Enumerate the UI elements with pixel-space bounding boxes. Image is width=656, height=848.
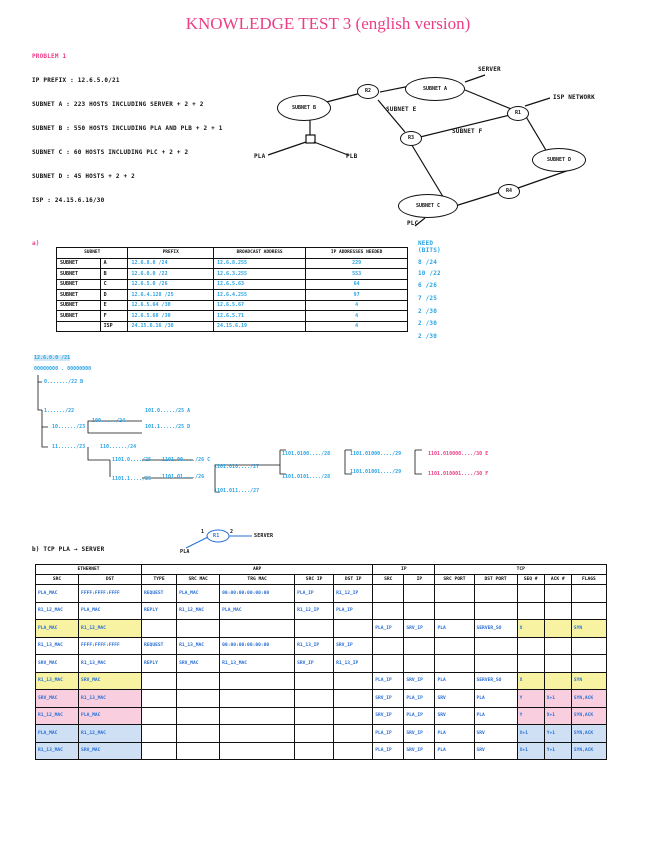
table-row [36, 690, 607, 708]
cell [544, 602, 571, 620]
table-row [57, 258, 408, 269]
cell: SRV_MAC [79, 742, 142, 760]
cell: ISP [100, 321, 128, 332]
tree-root: 12.6.0.0 /21 [34, 355, 71, 361]
router-icon: R4 [498, 184, 520, 199]
cell [571, 655, 606, 673]
cell [544, 620, 571, 638]
cell [57, 321, 101, 332]
cell: SYN [571, 672, 606, 690]
cell: 12.6.5.71 [213, 311, 305, 322]
cell [517, 585, 544, 603]
cell: SYN [571, 620, 606, 638]
cell: A [100, 258, 128, 269]
cell: SRV_MAC [36, 655, 79, 673]
cell [295, 725, 334, 743]
need-value: 2 /30 [418, 333, 438, 340]
link [465, 90, 516, 111]
subnet-f-label: SUBNET F [452, 128, 483, 135]
tree-node: 1101.010001..../30 F [428, 471, 489, 477]
cell: R1_13_MAC [36, 742, 79, 760]
cell: PLA [474, 690, 517, 708]
table-header-row [57, 248, 408, 259]
cell [474, 637, 517, 655]
isp-label: ISP NETWORK [553, 94, 595, 101]
cell: X+1 [517, 742, 544, 760]
cell [544, 655, 571, 673]
cell: X [517, 672, 544, 690]
link [378, 100, 405, 132]
cell: E [100, 300, 128, 311]
cell: SYN,ACK [571, 742, 606, 760]
link [465, 75, 485, 82]
cell [220, 620, 295, 638]
cell [373, 655, 404, 673]
cell: SRV_MAC [79, 672, 142, 690]
cell: C [100, 279, 128, 290]
tree-lines [30, 370, 570, 500]
cell [517, 637, 544, 655]
table-row [36, 585, 607, 603]
column-header: TYPE [142, 575, 177, 585]
cell: R1_12_MAC [36, 707, 79, 725]
cell [142, 690, 177, 708]
cell [177, 620, 220, 638]
tree-node: 1101.011..../27 [214, 488, 260, 494]
cell: 00:00:00:00:00:00 [220, 585, 295, 603]
cell [435, 602, 474, 620]
tree-node: 1101.01..../26 [162, 474, 205, 480]
cell: 12.6.3.255 [213, 269, 305, 280]
tree-node: 10....../23 [52, 424, 86, 430]
tree-node: 1101.1..../25 [112, 476, 152, 482]
table-row [36, 707, 607, 725]
cell [142, 742, 177, 760]
cell [404, 602, 435, 620]
cell [435, 655, 474, 673]
cell: X [517, 620, 544, 638]
mini-server: SERVER [254, 533, 274, 539]
group-header: TCP [435, 565, 607, 575]
page-title: KNOWLEDGE TEST 3 (english version) [185, 14, 471, 33]
cell: 12.6.8.255 [213, 258, 305, 269]
cell [474, 602, 517, 620]
cell: 12.6.4.255 [213, 290, 305, 301]
cell: 4 [306, 321, 408, 332]
problem-line: SUBNET C : 60 HOSTS INCLUDING PLC + 2 + 2 [32, 149, 189, 156]
tree-node: 1101.010000..../30 E [428, 451, 489, 457]
cell: PLA_MAC [36, 585, 79, 603]
cell [334, 742, 373, 760]
cell: PLA [474, 707, 517, 725]
cell [474, 585, 517, 603]
cell [571, 637, 606, 655]
subnet-e-label: SUBNET E [386, 106, 417, 113]
cell [334, 620, 373, 638]
cell [435, 637, 474, 655]
column-header: DST [79, 575, 142, 585]
frame-table [35, 564, 607, 760]
table-row [57, 321, 408, 332]
cell: PLA_MAC [220, 602, 295, 620]
cell: Y+1 [544, 725, 571, 743]
subnet-cloud: SUBNET C [398, 194, 458, 218]
pla-label: PLA [254, 153, 266, 160]
column-header: IP [404, 575, 435, 585]
cell: SRV_IP [373, 690, 404, 708]
table-row [36, 655, 607, 673]
cell [295, 707, 334, 725]
column-header: TRG MAC [220, 575, 295, 585]
cell: R1_12_IP [334, 585, 373, 603]
cell: SRV [435, 690, 474, 708]
link [525, 98, 550, 106]
cell: REQUEST [142, 637, 177, 655]
tree-node: 100...../24 [92, 418, 126, 424]
link [268, 142, 306, 155]
group-header-row [36, 565, 607, 575]
cell: 12.6.5.67 [213, 300, 305, 311]
table-row [57, 290, 408, 301]
cell: SYN,ACK [571, 690, 606, 708]
cell: SYN,ACK [571, 707, 606, 725]
cell: SRV_IP [373, 707, 404, 725]
cell: R1_12_MAC [79, 725, 142, 743]
cell: 12.6.5.0 /26 [128, 279, 214, 290]
cell: R1_13_MAC [36, 637, 79, 655]
subnet-table [56, 247, 408, 332]
cell: R1_13_IP [334, 655, 373, 673]
problem-line: SUBNET D : 45 HOSTS + 2 + 2 [32, 173, 135, 180]
cell: D [100, 290, 128, 301]
cell [295, 672, 334, 690]
tree-node: 1101.00..../26 C [162, 457, 211, 463]
column-header: SRC [36, 575, 79, 585]
need-value: 10 /22 [418, 270, 441, 277]
problem-line: SUBNET A : 223 HOSTS INCLUDING SERVER + 2 + 2 [32, 101, 204, 108]
cell: SUBNET [57, 290, 101, 301]
subnet-cloud: SUBNET B [277, 95, 331, 121]
cell: PLA_MAC [36, 725, 79, 743]
tree-node: 1101.010..../27 [214, 464, 260, 470]
need-value: 8 /24 [418, 259, 438, 266]
cell: PLA_MAC [79, 602, 142, 620]
cell [571, 585, 606, 603]
tree-root-bits: 00000000 . 00000000 [34, 366, 92, 372]
mini-diagram [180, 528, 300, 556]
need-header: NEED (BITS) [418, 240, 441, 254]
plb-label: PLB [346, 153, 358, 160]
cell: 553 [306, 269, 408, 280]
cell: R1_12_MAC [79, 620, 142, 638]
router-icon: R3 [400, 131, 422, 146]
cell: 12.6.0.0 /22 [128, 269, 214, 280]
cell [177, 690, 220, 708]
cell: PLA_IP [404, 690, 435, 708]
column-header: IP ADDRESSES NEEDED [306, 248, 408, 259]
problem-line: SUBNET B : 550 HOSTS INCLUDING PLA AND PLB + 2 + 1 [32, 125, 223, 132]
cell [295, 690, 334, 708]
problem-line: IP PREFIX : 12.6.5.0/21 [32, 77, 120, 84]
cell: PLA_MAC [79, 707, 142, 725]
cell [142, 620, 177, 638]
cell [334, 672, 373, 690]
cell: PLA [435, 725, 474, 743]
cell: R1_13_IP [295, 637, 334, 655]
cell: SRV_MAC [177, 655, 220, 673]
cell [220, 742, 295, 760]
cell: 97 [306, 290, 408, 301]
table-row [57, 300, 408, 311]
problem-line: ISP : 24.15.6.16/30 [32, 197, 105, 204]
cell: PLA_IP [404, 707, 435, 725]
cell: X+1 [544, 707, 571, 725]
cell: SRV_IP [295, 655, 334, 673]
cell: PLA_MAC [36, 620, 79, 638]
tree-node: 1....../22 [44, 408, 75, 414]
cell: PLA_IP [373, 742, 404, 760]
cell: SUBNET [57, 279, 101, 290]
cell [295, 620, 334, 638]
cell: SRV_IP [404, 742, 435, 760]
need-value: 7 /25 [418, 295, 438, 302]
cell: PLA_IP [373, 672, 404, 690]
cell: 12.6.4.128 /25 [128, 290, 214, 301]
tree-node: 101.1...../25 D [145, 424, 191, 430]
cell [571, 602, 606, 620]
table-row [57, 269, 408, 280]
cell: 12.6.5.63 [213, 279, 305, 290]
cell [142, 725, 177, 743]
column-header: ACK # [544, 575, 571, 585]
cell [177, 672, 220, 690]
cell [404, 637, 435, 655]
cell: 229 [306, 258, 408, 269]
column-header: SRC PORT [435, 575, 474, 585]
table-row [36, 602, 607, 620]
need-value: 2 /30 [418, 308, 438, 315]
sub-header-row [36, 575, 607, 585]
cell: R1_12_MAC [177, 602, 220, 620]
need-value: 6 /26 [418, 282, 438, 289]
cell [177, 707, 220, 725]
tree-node: 1101.01001..../29 [350, 469, 402, 475]
cell: SRV_MAC [36, 690, 79, 708]
table-row [36, 620, 607, 638]
cell: R1_13_MAC [79, 690, 142, 708]
cell: 12.6.5.64 /30 [128, 300, 214, 311]
cell: PLA_IP [373, 620, 404, 638]
table-row [36, 725, 607, 743]
cell: Y [517, 690, 544, 708]
cell: SRV_IP [404, 672, 435, 690]
server-label: SERVER [478, 66, 501, 73]
cell [373, 637, 404, 655]
link [314, 142, 348, 155]
cell: X+1 [517, 725, 544, 743]
cell: SRV_IP [404, 725, 435, 743]
cell: F [100, 311, 128, 322]
cell: PLA_IP [334, 602, 373, 620]
cell [544, 672, 571, 690]
cell: SUBNET [57, 311, 101, 322]
link [410, 142, 445, 200]
cell: SRV [435, 707, 474, 725]
cell [404, 585, 435, 603]
cell: SUBNET [57, 269, 101, 280]
mini-pla: PLA [180, 549, 190, 555]
cell [177, 725, 220, 743]
cell [220, 690, 295, 708]
group-header: IP [373, 565, 435, 575]
cell: Y [517, 707, 544, 725]
cell: R1_12_IP [295, 602, 334, 620]
cell [373, 602, 404, 620]
cell [334, 707, 373, 725]
part-b-label: b) TCP PLA → SERVER [32, 546, 105, 553]
table-row [36, 672, 607, 690]
cell: REPLY [142, 655, 177, 673]
mini-router: R1 [213, 533, 220, 539]
table-row [57, 311, 408, 322]
column-header: PREFIX [128, 248, 214, 259]
cell [474, 655, 517, 673]
column-header: FLAGS [571, 575, 606, 585]
switch-icon [306, 135, 315, 143]
cell: SUBNET [57, 300, 101, 311]
cell: SUBNET [57, 258, 101, 269]
column-header: SRC [373, 575, 404, 585]
table-row [36, 637, 607, 655]
cell: PLA_MAC [177, 585, 220, 603]
column-header: DST PORT [474, 575, 517, 585]
table-row [57, 279, 408, 290]
cell [177, 742, 220, 760]
cell [220, 725, 295, 743]
problem-heading: PROBLEM 1 [32, 53, 67, 60]
group-header: ETHERNET [36, 565, 142, 575]
cell: R1_13_MAC [79, 655, 142, 673]
cell [517, 602, 544, 620]
cell [373, 585, 404, 603]
mini-port: 1 [201, 529, 205, 535]
cell [295, 742, 334, 760]
cell: 12.6.8.0 /24 [128, 258, 214, 269]
tree-node: 101.0...../25 A [145, 408, 191, 414]
cell: SRV [474, 725, 517, 743]
cell: SRV [474, 742, 517, 760]
tree-node: 1101.0..../25 [112, 457, 152, 463]
cell [334, 725, 373, 743]
cell: 4 [306, 300, 408, 311]
cell: R1_13_MAC [36, 672, 79, 690]
router-icon: R1 [507, 106, 529, 121]
column-header: SRC MAC [177, 575, 220, 585]
cell: 4 [306, 311, 408, 322]
cell: 12.6.5.68 /30 [128, 311, 214, 322]
cell: 00:00:00:00:00:00 [220, 637, 295, 655]
need-value: 2 /30 [418, 320, 438, 327]
cell: R1_12_MAC [36, 602, 79, 620]
column-header: BROADCAST ADDRESS [213, 248, 305, 259]
cell: PLA_IP [295, 585, 334, 603]
cell: SRV_IP [404, 620, 435, 638]
cell [220, 707, 295, 725]
cell: R1_13_MAC [220, 655, 295, 673]
cell: Y+1 [544, 742, 571, 760]
cell: 24.15.6.19 [213, 321, 305, 332]
cell [220, 672, 295, 690]
cell [334, 690, 373, 708]
tree-node: 11....../23 [52, 444, 86, 450]
router-icon: R2 [357, 84, 379, 99]
cell [435, 585, 474, 603]
group-header: ARP [142, 565, 373, 575]
cell: R1_13_MAC [177, 637, 220, 655]
cell: PLA [435, 620, 474, 638]
column-header: SRC IP [295, 575, 334, 585]
subnet-cloud: SUBNET A [405, 77, 465, 101]
mini-port: 2 [230, 529, 234, 535]
cell: 64 [306, 279, 408, 290]
cell: PLA [435, 672, 474, 690]
tree-node: 1101.0101..../28 [282, 474, 331, 480]
cell: B [100, 269, 128, 280]
cell: SERVER_SO [474, 672, 517, 690]
column-header: SEQ # [517, 575, 544, 585]
cell [142, 707, 177, 725]
column-header: SUBNET [57, 248, 128, 259]
cell [544, 585, 571, 603]
cell: PLA_IP [373, 725, 404, 743]
cell: REPLY [142, 602, 177, 620]
cell: REQUEST [142, 585, 177, 603]
cell: SRV_IP [334, 637, 373, 655]
cell: SERVER_SO [474, 620, 517, 638]
cell [404, 655, 435, 673]
cell: FFFF:FFFF:FFFF [79, 637, 142, 655]
tree-node: 110....../24 [100, 444, 137, 450]
table-row [36, 742, 607, 760]
cell: SYN,ACK [571, 725, 606, 743]
part-a-label: a) [32, 240, 40, 247]
cell: X+1 [544, 690, 571, 708]
plc-label: PLC [407, 220, 419, 227]
column-header: DST IP [334, 575, 373, 585]
cell: PLA [435, 742, 474, 760]
tree-node: 1101.0100..../28 [282, 451, 331, 457]
subnet-cloud: SUBNET D [532, 148, 586, 172]
tree-node: 1101.01000..../29 [350, 451, 402, 457]
cell: FFFF:FFFF:FFFF [79, 585, 142, 603]
cell [544, 637, 571, 655]
cell [517, 655, 544, 673]
link [455, 192, 500, 206]
tree-node: 0......./22 B [44, 379, 84, 385]
cell: 24.15.6.16 /30 [128, 321, 214, 332]
cell [142, 672, 177, 690]
